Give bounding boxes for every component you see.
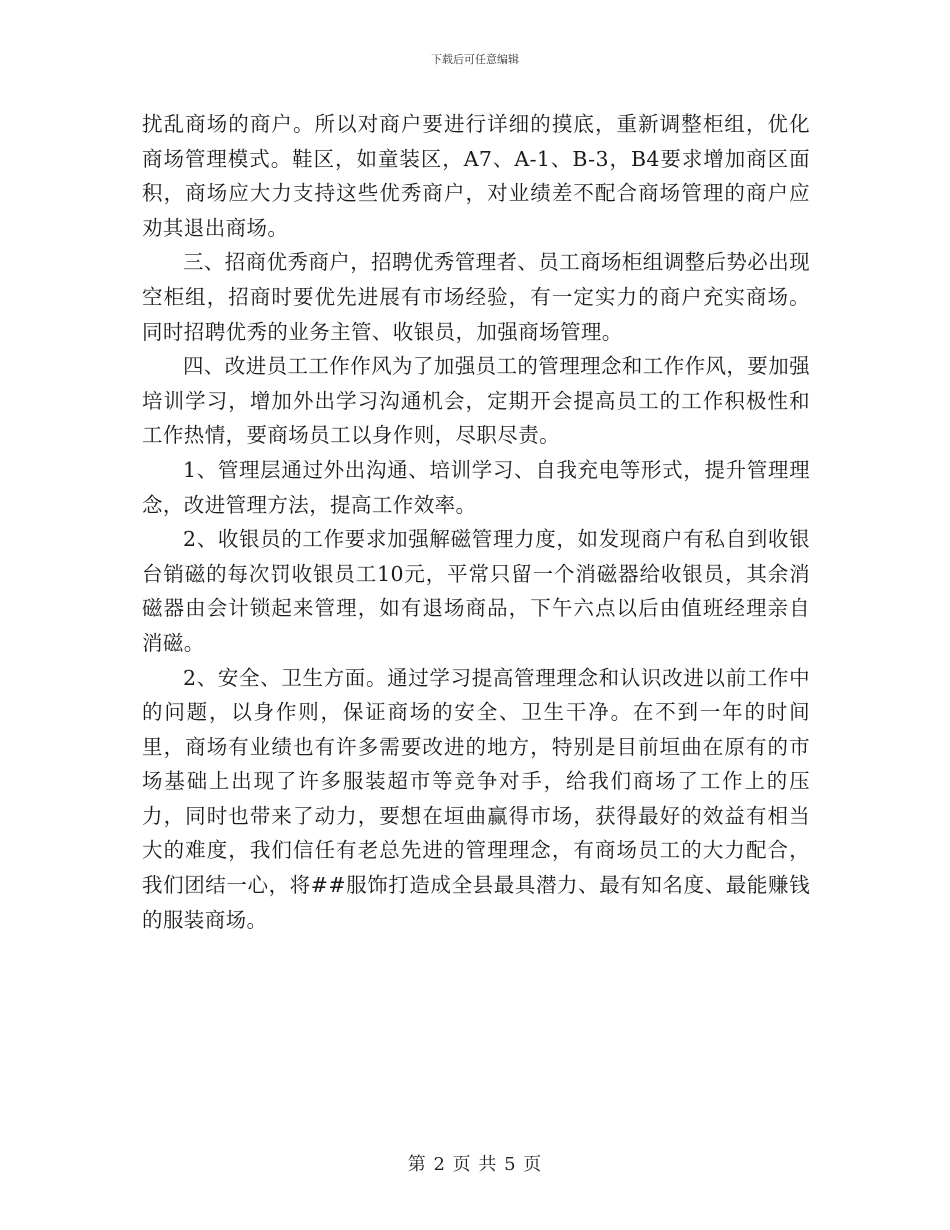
paragraph: 四、改进员工工作作风为了加强员工的管理理念和工作作风，要加强培训学习，增加外出学习沟通机会，定期开会提高员工的工作积极性和工作热情，要商场员工以身作则，尽职尽责。: [142, 354, 810, 448]
paragraph: 扰乱商场的商户。所以对商户要进行详细的摸底，重新调整柜组，优化商场管理模式。鞋区，如童装区，A7、A-1、B-3，B4要求增加商区面积，商场应大力支持这些优秀商户，对业绩差不配合商场管理的商户应劝其退出商场。: [142, 112, 810, 240]
page-header: 下载后可任意编辑: [431, 53, 519, 66]
paragraph: 三、招商优秀商户，招聘优秀管理者、员工商场柜组调整后势必出现空柜组，招商时要优先进展有市场经验，有一定实力的商户充实商场。同时招聘优秀的业务主管、收银员，加强商场管理。: [142, 250, 810, 344]
paragraph: 2、收银员的工作要求加强解磁管理力度，如发现商户有私自到收银台销磁的每次罚收银员工10元，平常只留一个消磁器给收银员，其余消磁器由会计锁起来管理，如有退场商品，下午六点以后由值班经理亲自消磁。: [142, 527, 810, 655]
paragraph: 1、管理层通过外出沟通、培训学习、自我充电等形式，提升管理理念，改进管理方法，提高工作效率。: [142, 457, 810, 517]
paragraph: 2、安全、卫生方面。通过学习提高管理理念和认识改进以前工作中的问题，以身作则，保证商场的安全、卫生干净。在不到一年的时间里，商场有业绩也有许多需要改进的地方，特别是目前垣曲在原有的市场基础上出现了许多服装超市等竞争对手，给我们商场了工作上的压力，同时也带来了动力，要想在垣曲赢得市场，获得最好的效益有相当大的难度，我们信任有老总先进的管理理念，有商场员工的大力配合，我们团结一心，将##服饰打造成全县最具潜力、最有知名度、最能赚钱的服装商场。: [142, 665, 810, 932]
document-body: [142, 107, 810, 937]
page-footer: 第 2 页 共 5 页: [407, 1154, 543, 1175]
